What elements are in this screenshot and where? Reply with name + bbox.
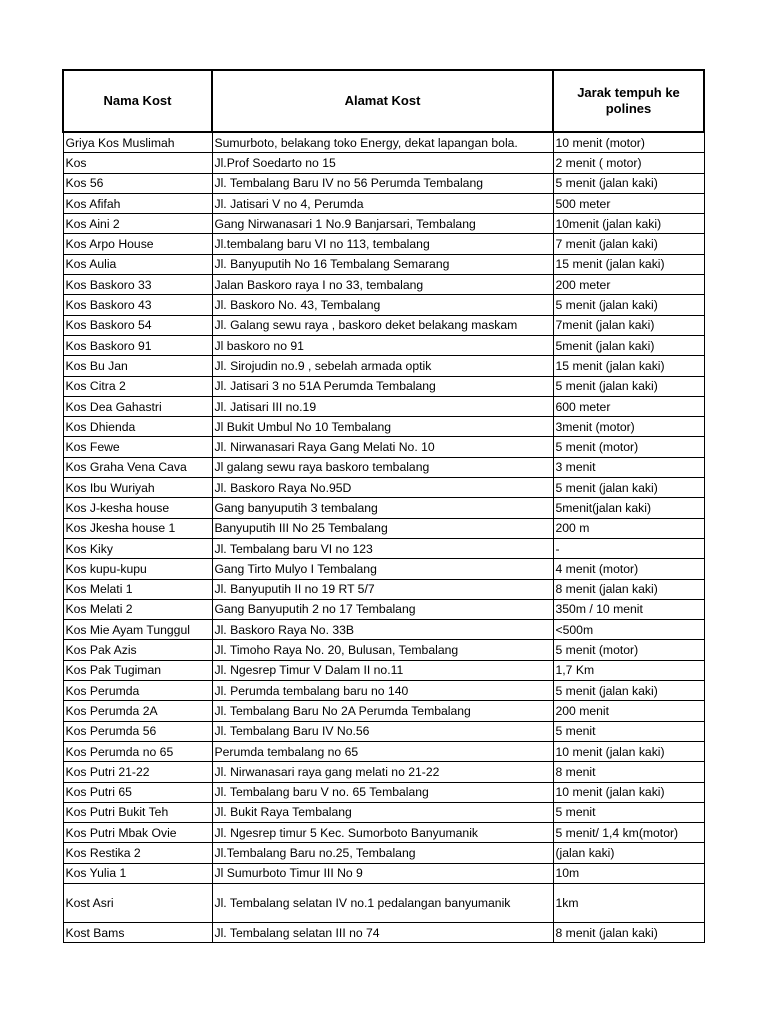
table-row: [63, 153, 704, 173]
cell-nama-kost: Griya Kos Muslimah: [63, 132, 212, 153]
header-alamat-kost: Alamat Kost: [212, 70, 553, 132]
cell-nama-kost: Kos Graha Vena Cava: [63, 457, 212, 477]
cell-alamat-kost: Jl. Ngesrep Timur V Dalam II no.11: [212, 660, 553, 680]
cell-jarak-tempuh: 5 menit (jalan kaki): [553, 376, 704, 396]
table-row: [63, 132, 704, 153]
table-row: [63, 335, 704, 355]
cell-nama-kost: Kos Perumda: [63, 681, 212, 701]
header-row: [63, 70, 704, 132]
kost-table: [62, 69, 705, 943]
table-row: [63, 883, 704, 922]
cell-nama-kost: Kos Ibu Wuriyah: [63, 478, 212, 498]
cell-nama-kost: Kos: [63, 153, 212, 173]
cell-nama-kost: Kos Dhienda: [63, 417, 212, 437]
cell-nama-kost: Kos Perumda 56: [63, 721, 212, 741]
table-row: [63, 538, 704, 558]
table-row: [63, 417, 704, 437]
cell-jarak-tempuh: 2 menit ( motor): [553, 153, 704, 173]
cell-nama-kost: Kos Putri 21-22: [63, 762, 212, 782]
header-jarak-tempuh: Jarak tempuh ke polines: [553, 70, 704, 132]
cell-jarak-tempuh: 3 menit: [553, 457, 704, 477]
cell-jarak-tempuh: 5 menit (motor): [553, 437, 704, 457]
cell-jarak-tempuh: 15 menit (jalan kaki): [553, 254, 704, 274]
cell-nama-kost: Kos Mie Ayam Tunggul: [63, 620, 212, 640]
table-row: [63, 356, 704, 376]
cell-nama-kost: Kos Putri Mbak Ovie: [63, 823, 212, 843]
cell-nama-kost: Kos Melati 1: [63, 579, 212, 599]
cell-nama-kost: Kos Restika 2: [63, 843, 212, 863]
table-row: [63, 660, 704, 680]
cell-alamat-kost: Jl. Baskoro Raya No.95D: [212, 478, 553, 498]
cell-alamat-kost: Jl. Tembalang Baru No 2A Perumda Tembalang: [212, 701, 553, 721]
cell-jarak-tempuh: 3menit (motor): [553, 417, 704, 437]
table-row: [63, 437, 704, 457]
table-row: [63, 843, 704, 863]
table-row: [63, 315, 704, 335]
cell-alamat-kost: Gang Banyuputih 2 no 17 Tembalang: [212, 599, 553, 619]
cell-alamat-kost: Jl. Baskoro Raya No. 33B: [212, 620, 553, 640]
cell-nama-kost: Kos Jkesha house 1: [63, 518, 212, 538]
table-row: [63, 762, 704, 782]
cell-jarak-tempuh: 500 meter: [553, 193, 704, 213]
cell-alamat-kost: Banyuputih III No 25 Tembalang: [212, 518, 553, 538]
table-row: [63, 193, 704, 213]
cell-alamat-kost: Jl. Tembalang selatan III no 74: [212, 922, 553, 942]
cell-alamat-kost: Jl.Tembalang Baru no.25, Tembalang: [212, 843, 553, 863]
cell-jarak-tempuh: <500m: [553, 620, 704, 640]
cell-jarak-tempuh: 5 menit: [553, 721, 704, 741]
cell-jarak-tempuh: 7 menit (jalan kaki): [553, 234, 704, 254]
table-row: [63, 457, 704, 477]
cell-jarak-tempuh: 600 meter: [553, 396, 704, 416]
table-row: [63, 376, 704, 396]
cell-alamat-kost: Jl baskoro no 91: [212, 335, 553, 355]
table-row: [63, 599, 704, 619]
cell-jarak-tempuh: 10menit (jalan kaki): [553, 214, 704, 234]
cell-nama-kost: Kos Putri 65: [63, 782, 212, 802]
table-row: [63, 559, 704, 579]
table-row: [63, 478, 704, 498]
cell-nama-kost: Kos Citra 2: [63, 376, 212, 396]
cell-jarak-tempuh: 200 m: [553, 518, 704, 538]
table-row: [63, 214, 704, 234]
cell-alamat-kost: Jl. Banyuputih No 16 Tembalang Semarang: [212, 254, 553, 274]
cell-nama-kost: Kos Baskoro 91: [63, 335, 212, 355]
table-row: [63, 863, 704, 883]
cell-jarak-tempuh: 5 menit (jalan kaki): [553, 295, 704, 315]
cell-alamat-kost: Jl Bukit Umbul No 10 Tembalang: [212, 417, 553, 437]
cell-alamat-kost: Jl.Prof Soedarto no 15: [212, 153, 553, 173]
table-row: [63, 701, 704, 721]
cell-nama-kost: Kos Arpo House: [63, 234, 212, 254]
cell-nama-kost: Kos Aulia: [63, 254, 212, 274]
cell-jarak-tempuh: 7menit (jalan kaki): [553, 315, 704, 335]
cell-nama-kost: Kos Putri Bukit Teh: [63, 802, 212, 822]
cell-alamat-kost: Gang banyuputih 3 tembalang: [212, 498, 553, 518]
cell-alamat-kost: Jl. Tembalang baru VI no 123: [212, 538, 553, 558]
cell-jarak-tempuh: 8 menit: [553, 762, 704, 782]
table-row: [63, 275, 704, 295]
cell-jarak-tempuh: 10 menit (motor): [553, 132, 704, 153]
cell-alamat-kost: Jl. Jatisari III no.19: [212, 396, 553, 416]
cell-jarak-tempuh: -: [553, 538, 704, 558]
table-row: [63, 234, 704, 254]
cell-jarak-tempuh: 5menit (jalan kaki): [553, 335, 704, 355]
table-row: [63, 173, 704, 193]
cell-nama-kost: Kos Dea Gahastri: [63, 396, 212, 416]
cell-nama-kost: Kost Bams: [63, 922, 212, 942]
table-row: [63, 254, 704, 274]
table-row: [63, 579, 704, 599]
cell-jarak-tempuh: (jalan kaki): [553, 843, 704, 863]
cell-alamat-kost: Jl. Galang sewu raya , baskoro deket belakang maskam: [212, 315, 553, 335]
cell-alamat-kost: Jl. Tembalang selatan IV no.1 pedalangan banyumanik: [212, 883, 553, 922]
cell-alamat-kost: Jalan Baskoro raya I no 33, tembalang: [212, 275, 553, 295]
table-body: [63, 132, 704, 943]
cell-nama-kost: Kost Asri: [63, 883, 212, 922]
cell-jarak-tempuh: 4 menit (motor): [553, 559, 704, 579]
cell-nama-kost: Kos Aini 2: [63, 214, 212, 234]
cell-jarak-tempuh: 5 menit: [553, 802, 704, 822]
cell-alamat-kost: Jl. Tembalang baru V no. 65 Tembalang: [212, 782, 553, 802]
cell-nama-kost: Kos Baskoro 54: [63, 315, 212, 335]
header-nama-kost: Nama Kost: [63, 70, 212, 132]
cell-alamat-kost: Jl. Tembalang Baru IV No.56: [212, 721, 553, 741]
cell-alamat-kost: Jl Sumurboto Timur III No 9: [212, 863, 553, 883]
cell-nama-kost: Kos Pak Tugiman: [63, 660, 212, 680]
cell-jarak-tempuh: 5menit(jalan kaki): [553, 498, 704, 518]
table-row: [63, 640, 704, 660]
cell-jarak-tempuh: 5 menit (jalan kaki): [553, 173, 704, 193]
cell-jarak-tempuh: 10 menit (jalan kaki): [553, 741, 704, 761]
cell-nama-kost: Kos Afifah: [63, 193, 212, 213]
cell-nama-kost: Kos Yulia 1: [63, 863, 212, 883]
cell-jarak-tempuh: 8 menit (jalan kaki): [553, 579, 704, 599]
cell-alamat-kost: Jl. Banyuputih II no 19 RT 5/7: [212, 579, 553, 599]
cell-jarak-tempuh: 8 menit (jalan kaki): [553, 922, 704, 942]
cell-jarak-tempuh: 10 menit (jalan kaki): [553, 782, 704, 802]
cell-alamat-kost: Jl. Perumda tembalang baru no 140: [212, 681, 553, 701]
cell-alamat-kost: Jl. Ngesrep timur 5 Kec. Sumorboto Banyumanik: [212, 823, 553, 843]
cell-alamat-kost: Jl. Jatisari V no 4, Perumda: [212, 193, 553, 213]
table-row: [63, 741, 704, 761]
cell-jarak-tempuh: 1km: [553, 883, 704, 922]
cell-alamat-kost: Jl. Jatisari 3 no 51A Perumda Tembalang: [212, 376, 553, 396]
cell-alamat-kost: Jl galang sewu raya baskoro tembalang: [212, 457, 553, 477]
cell-alamat-kost: Jl. Nirwanasari raya gang melati no 21-22: [212, 762, 553, 782]
cell-alamat-kost: Gang Tirto Mulyo I Tembalang: [212, 559, 553, 579]
table-row: [63, 782, 704, 802]
kost-table-sheet: [62, 69, 703, 943]
cell-nama-kost: Kos Melati 2: [63, 599, 212, 619]
table-row: [63, 498, 704, 518]
table-row: [63, 396, 704, 416]
table-row: [63, 823, 704, 843]
cell-alamat-kost: Sumurboto, belakang toko Energy, dekat lapangan bola.: [212, 132, 553, 153]
cell-jarak-tempuh: 10m: [553, 863, 704, 883]
cell-alamat-kost: Jl. Sirojudin no.9 , sebelah armada optik: [212, 356, 553, 376]
cell-alamat-kost: Jl. Bukit Raya Tembalang: [212, 802, 553, 822]
cell-alamat-kost: Jl. Timoho Raya No. 20, Bulusan, Tembalang: [212, 640, 553, 660]
table-row: [63, 681, 704, 701]
cell-jarak-tempuh: 5 menit (motor): [553, 640, 704, 660]
table-row: [63, 620, 704, 640]
cell-jarak-tempuh: 200 meter: [553, 275, 704, 295]
table-row: [63, 802, 704, 822]
table-row: [63, 518, 704, 538]
cell-jarak-tempuh: 350m / 10 menit: [553, 599, 704, 619]
cell-nama-kost: Kos Bu Jan: [63, 356, 212, 376]
cell-nama-kost: Kos kupu-kupu: [63, 559, 212, 579]
cell-nama-kost: Kos Pak Azis: [63, 640, 212, 660]
cell-nama-kost: Kos Perumda 2A: [63, 701, 212, 721]
cell-alamat-kost: Jl.tembalang baru VI no 113, tembalang: [212, 234, 553, 254]
cell-nama-kost: Kos Perumda no 65: [63, 741, 212, 761]
cell-alamat-kost: Jl. Nirwanasari Raya Gang Melati No. 10: [212, 437, 553, 457]
cell-jarak-tempuh: 15 menit (jalan kaki): [553, 356, 704, 376]
cell-nama-kost: Kos J-kesha house: [63, 498, 212, 518]
cell-nama-kost: Kos Fewe: [63, 437, 212, 457]
cell-nama-kost: Kos Baskoro 33: [63, 275, 212, 295]
cell-alamat-kost: Jl. Baskoro No. 43, Tembalang: [212, 295, 553, 315]
cell-jarak-tempuh: 5 menit/ 1,4 km(motor): [553, 823, 704, 843]
cell-jarak-tempuh: 1,7 Km: [553, 660, 704, 680]
table-row: [63, 295, 704, 315]
cell-alamat-kost: Gang Nirwanasari 1 No.9 Banjarsari, Tembalang: [212, 214, 553, 234]
table-header: [63, 70, 704, 132]
cell-nama-kost: Kos Kiky: [63, 538, 212, 558]
table-row: [63, 721, 704, 741]
cell-jarak-tempuh: 200 menit: [553, 701, 704, 721]
cell-nama-kost: Kos 56: [63, 173, 212, 193]
cell-nama-kost: Kos Baskoro 43: [63, 295, 212, 315]
cell-alamat-kost: Perumda tembalang no 65: [212, 741, 553, 761]
table-row: [63, 922, 704, 942]
cell-jarak-tempuh: 5 menit (jalan kaki): [553, 478, 704, 498]
cell-jarak-tempuh: 5 menit (jalan kaki): [553, 681, 704, 701]
cell-alamat-kost: Jl. Tembalang Baru IV no 56 Perumda Tembalang: [212, 173, 553, 193]
